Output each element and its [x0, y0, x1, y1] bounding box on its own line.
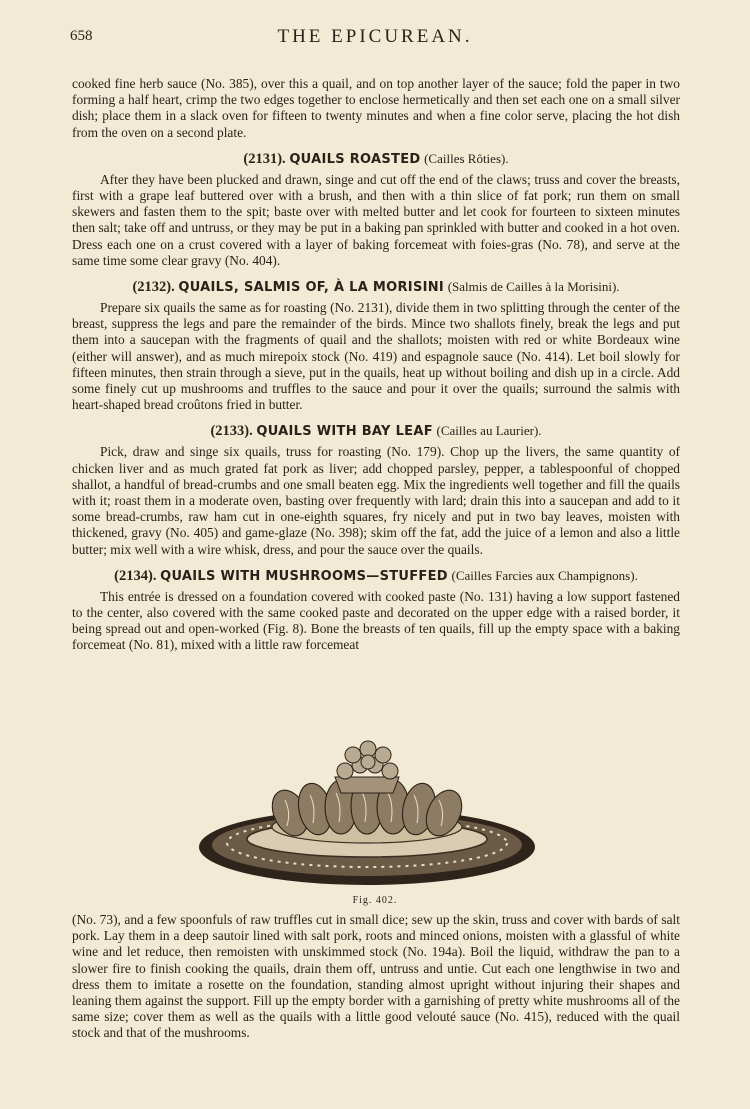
recipe-number: (2131). [243, 150, 286, 167]
recipe-number: (2132). [132, 279, 175, 296]
recipe-french-title: (Cailles au Laurier). [436, 423, 542, 439]
recipe-text-2134: This entrée is dressed on a foundation covered with cooked paste (No. 131) having a low support fastened to the center, also covered with the same cooked paste and decorated on the upper edge with a raised border, it being spread out and open-worked (Fig. 8). Bone the breasts of ten quails, fill up the empty space with a baking forcemeat (No. 81), mixed with a little raw forcemeat [72, 588, 680, 653]
recipe-heading-2132 [72, 278, 680, 297]
recipe-french-title: (Cailles Rôties). [424, 150, 509, 166]
recipe-french-title: (Cailles Farcies aux Champignons). [451, 567, 638, 583]
recipe-text-2132: Prepare six quails the same as for roasting (No. 2131), divide them in two splitting through the center of the breast, suppress the legs and pare the remainder of the birds. Mince two shallots finely, break the legs and put them into a saucepan with the fragments of quail and the shallots; moisten with red or white Bordeaux wine (either will answer), and as much mirepoix stock (No. 419) and espagnole sauce (No. 414). Let boil slowly for fifteen minutes, then strain through a sieve, put in the quails, heat up without boiling and dish up in a circle. Add some finely cut up mushrooms and truffles to the sauce and pour it over the quails; surround the salmis with heart-shaped bread croûtons fried in butter. [72, 300, 680, 413]
recipe-title: QUAILS ROASTED [289, 151, 421, 167]
carryover-paragraph: cooked fine herb sauce (No. 385), over this a quail, and on top another layer of the sauce; fold the paper in two forming a half heart, crimp the two edges together to enclose hermetically and then set each one on a small silver dish; place them in a slack oven for fifteen to twenty minutes and when a fine color serve, placing the hot dish from the oven on a second plate. [72, 76, 680, 140]
page-number: 658 [70, 28, 93, 44]
recipe-heading-2131 [72, 150, 680, 169]
running-head [70, 26, 680, 50]
upper-text-block [72, 76, 680, 654]
recipe-title: QUAILS WITH MUSHROOMS—STUFFED [160, 568, 448, 584]
recipe-french-title: (Salmis de Cailles à la Morisini). [447, 279, 620, 295]
recipe-heading-2134 [72, 567, 680, 586]
figure-caption: Fig. 402. [352, 895, 398, 906]
recipe-number: (2133). [210, 423, 253, 440]
mushroom-garnish [337, 741, 398, 779]
recipe-title: QUAILS WITH BAY LEAF [256, 424, 433, 440]
continuation-paragraph: (No. 73), and a few spoonfuls of raw truffles cut in small dice; sew up the skin, truss and cover with bards of salt pork. Lay them in a deep sautoir lined with salt pork, roots and minced onions, moisten with a glassful of white wine and let reduce, then remoisten with unskimmed stock (No. 194a). Boil the liquid, withdraw the pan to a slower fire to finish cooking the quails, drain them off, untruss and untie. Cut each one lengthwise in two and dress them to imitate a rosette on the foundation, standing almost upright without injuring their shapes and leaning them against the support. Fill up the empty border with a garnishing of pretty white mushrooms all of the same size; cover them as well as the quails with a little good velouté sauce (No. 415), reduced with the quail stock and that of the mushrooms. [72, 912, 680, 1041]
recipe-heading-2133 [72, 422, 680, 441]
recipe-number: (2134). [114, 567, 157, 584]
recipe-text-2131: After they have been plucked and drawn, singe and cut off the end of the claws; truss and cover the breasts, first with a grape leaf buttered over with a brush, and then with a thin slice of fat pork; run them on small skewers and fasten them to the spit; baste over with melted butter and let cook for fourteen to sixteen minutes then salt; take off and untruss, or they may be put in a baking pan sprinkled with butter and cooked in a hot oven. Dress each one on a crust covered with a layer of baking forcemeat with foies-gras (No. 78), and serve at the same time some clear gravy (No. 404). [72, 171, 680, 268]
recipe-title: QUAILS, SALMIS OF, À LA MORISINI [178, 280, 445, 296]
recipe-text-2133: Pick, draw and singe six quails, truss for roasting (No. 179). Chop up the livers, the same quantity of chicken liver and as much grated fat pork as liver; add chopped parsley, pepper, a tablespoonful of chopped shallot, a handful of bread-crumbs and one small beaten egg. Mix the ingredients well together and fill the quails with it; roast them in a moderate oven, basting over frequently with lard; drain this into a saucepan and add to it some bread-crumbs, raw ham cut in one-eighth squares, fry nicely and put in two bay leaves, moisten with thickened, gravy (No. 405) and game-glaze (No. 398); skim off the fat, add the juice of a lemon and also a little butter; mix well with a wire whisk, dress, and pour the sauce over the quails. [72, 444, 680, 557]
lower-text-block [72, 912, 680, 1042]
quail-dish-illustration [195, 735, 540, 895]
book-title: THE EPICUREAN. [277, 26, 473, 47]
